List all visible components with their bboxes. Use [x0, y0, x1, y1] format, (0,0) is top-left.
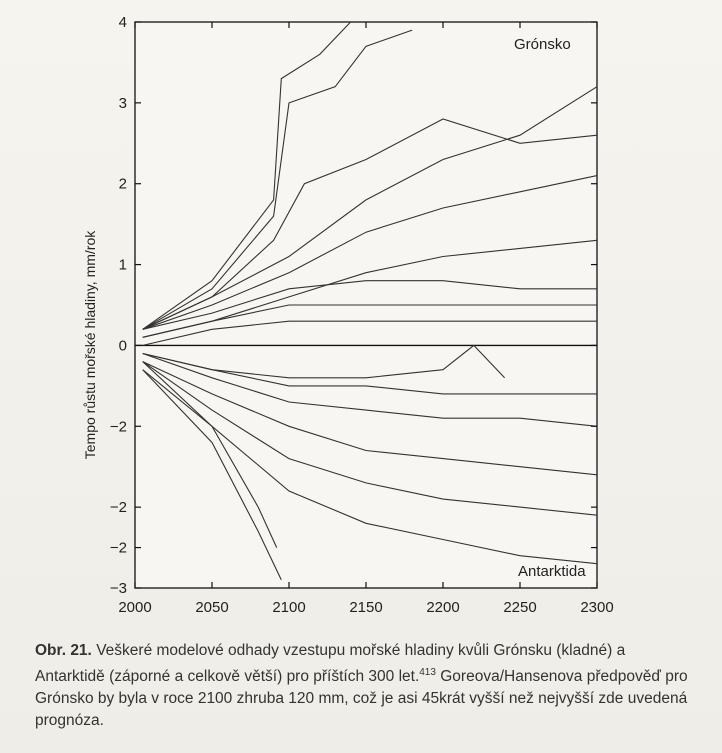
- y-tick-label: 2: [118, 175, 127, 193]
- panel-label-antarctica: Antarktida: [518, 563, 586, 580]
- y-tick-label: −3: [109, 580, 127, 597]
- caption-text: Veškeré modelové odhady vzestupu mořské hladiny kvůli Grónsku (kladné) a Antarktidě (záporné a celkově větší) pro příštích 300 let.: [35, 642, 626, 686]
- x-tick-label: 2250: [503, 599, 537, 616]
- x-tick-label: 2000: [118, 599, 152, 616]
- x-tick-label: 2200: [426, 599, 460, 616]
- figure-caption: [35, 640, 695, 732]
- y-tick-label: 1: [118, 256, 127, 274]
- y-tick-label: −2: [109, 418, 127, 436]
- x-tick-label: 2100: [272, 599, 306, 616]
- y-tick-label: −2: [109, 539, 127, 557]
- x-tick-label: 2150: [349, 599, 383, 616]
- panel-label-greenland: Grónsko: [514, 36, 571, 53]
- y-tick-label: 0: [118, 337, 127, 355]
- y-axis-label: Tempo růstu mořské hladiny, mm/rok: [82, 230, 98, 460]
- x-tick-label: 2050: [195, 599, 229, 616]
- y-tick-label: 4: [118, 14, 127, 31]
- y-tick-label: 3: [118, 94, 127, 112]
- caption-text-2: Goreova/Hansenova předpověď pro Grónsko by byla v roce 2100 zhruba 120 mm, což je asi 45krát vyšší než nejvyšší zde uvedená prognóza.: [35, 668, 688, 730]
- x-tick-label: 2300: [580, 599, 614, 616]
- y-tick-label: −2: [109, 499, 127, 517]
- caption-reference: 413: [419, 667, 436, 678]
- caption-figure-number: Obr. 21.: [35, 642, 92, 659]
